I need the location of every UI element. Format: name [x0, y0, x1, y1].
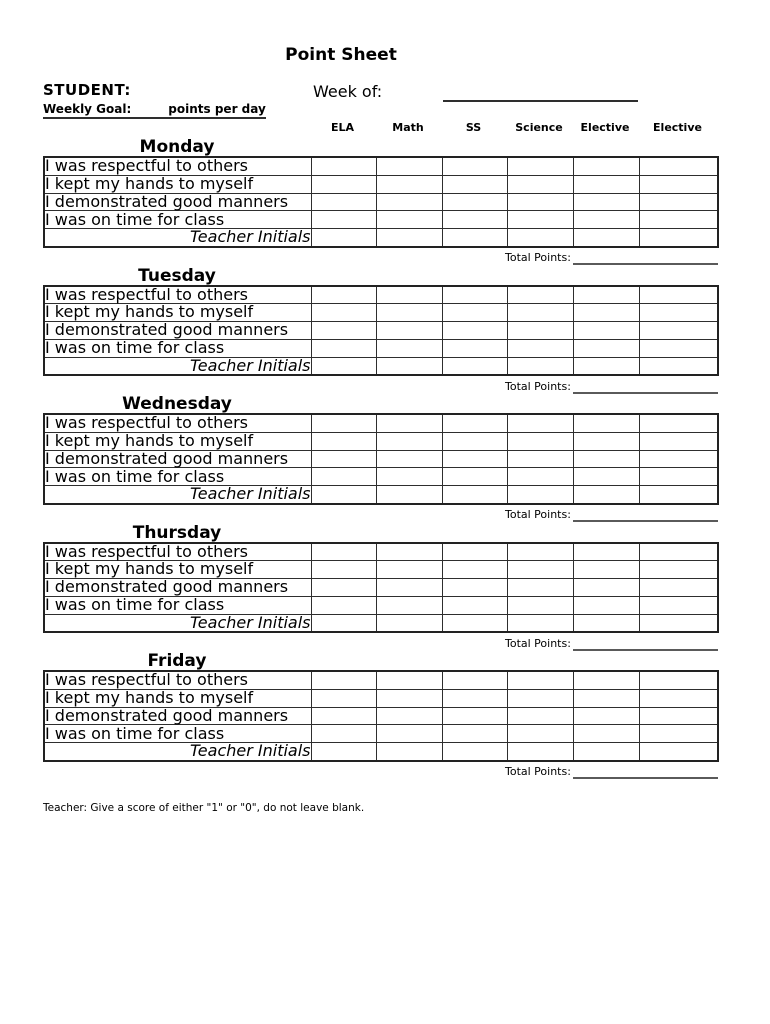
score-cell[interactable]: [573, 689, 639, 707]
score-cell[interactable]: [507, 432, 573, 450]
day-heading: Monday: [139, 137, 215, 157]
score-cell[interactable]: [639, 725, 718, 743]
score-cell[interactable]: [573, 468, 639, 486]
score-cell[interactable]: [376, 543, 442, 561]
score-cell[interactable]: [573, 286, 639, 304]
teacher-initials-cell[interactable]: [311, 357, 376, 375]
score-cell[interactable]: [376, 561, 442, 579]
score-cell[interactable]: [639, 561, 718, 579]
score-cell[interactable]: [507, 414, 573, 432]
table-row: [44, 357, 718, 375]
teacher-initials-cell[interactable]: [507, 486, 573, 504]
score-cell[interactable]: [311, 561, 376, 579]
score-cell[interactable]: [639, 414, 718, 432]
score-cell[interactable]: [507, 175, 573, 193]
score-cell[interactable]: [376, 725, 442, 743]
row-label-hands: I kept my hands to myself: [44, 175, 311, 193]
row-label-manners: I demonstrated good manners: [44, 450, 311, 468]
table-row: [44, 743, 718, 761]
score-cell[interactable]: [376, 339, 442, 357]
score-cell[interactable]: [311, 286, 376, 304]
weekly-goal-label: Weekly Goal:: [43, 102, 132, 116]
weekly-goal-blank-field[interactable]: [131, 112, 168, 113]
score-cell[interactable]: [311, 543, 376, 561]
score-cell[interactable]: [639, 689, 718, 707]
teacher-instruction-note: Teacher: Give a score of either "1" or "0", do not leave blank.: [43, 802, 365, 814]
score-cell[interactable]: [639, 211, 718, 229]
score-cell[interactable]: [507, 689, 573, 707]
score-cell[interactable]: [376, 175, 442, 193]
score-cell[interactable]: [639, 304, 718, 322]
table-row: [44, 432, 718, 450]
week-of-label: Week of:: [313, 82, 383, 101]
day-sections: [43, 139, 733, 782]
teacher-initials-cell[interactable]: [376, 743, 442, 761]
score-cell[interactable]: [311, 579, 376, 597]
teacher-initials-cell[interactable]: [376, 229, 442, 247]
score-cell[interactable]: [311, 725, 376, 743]
score-cell[interactable]: [507, 286, 573, 304]
score-cell[interactable]: [573, 707, 639, 725]
score-cell[interactable]: [639, 671, 718, 689]
column-header-ela: ELA: [330, 121, 355, 134]
row-label-respectful: I was respectful to others: [44, 414, 311, 432]
day-score-table: [43, 156, 719, 248]
teacher-initials-cell[interactable]: [573, 614, 639, 632]
total-points-label: Total Points:: [505, 379, 571, 393]
score-cell[interactable]: [442, 339, 507, 357]
total-points-label: Total Points:: [505, 251, 571, 264]
row-label-hands: I kept my hands to myself: [44, 561, 311, 579]
score-cell[interactable]: [639, 193, 718, 211]
score-cell[interactable]: [442, 468, 507, 486]
teacher-initials-cell[interactable]: [442, 614, 507, 632]
score-cell[interactable]: [573, 211, 639, 229]
teacher-initials-cell[interactable]: [376, 486, 442, 504]
score-cell[interactable]: [442, 157, 507, 175]
table-row: [44, 725, 718, 743]
score-cell[interactable]: [442, 304, 507, 322]
score-cell[interactable]: [442, 689, 507, 707]
score-cell[interactable]: [573, 193, 639, 211]
teacher-initials-cell[interactable]: [639, 357, 718, 375]
day-section: [43, 522, 733, 654]
score-cell[interactable]: [639, 175, 718, 193]
score-cell[interactable]: [442, 450, 507, 468]
score-cell[interactable]: [442, 432, 507, 450]
score-cell[interactable]: [573, 543, 639, 561]
score-cell[interactable]: [507, 322, 573, 340]
row-label-hands: I kept my hands to myself: [44, 689, 311, 707]
student-label: STUDENT:: [43, 81, 131, 99]
score-cell[interactable]: [573, 450, 639, 468]
score-cell[interactable]: [442, 211, 507, 229]
score-cell[interactable]: [442, 286, 507, 304]
table-row: [44, 614, 718, 632]
score-cell[interactable]: [507, 304, 573, 322]
column-header-science: Science: [515, 121, 563, 134]
score-cell[interactable]: [573, 596, 639, 614]
score-cell[interactable]: [442, 414, 507, 432]
teacher-initials-label: Teacher Initials: [44, 743, 311, 761]
score-cell[interactable]: [376, 157, 442, 175]
row-label-on-time: I was on time for class: [44, 725, 311, 743]
score-cell[interactable]: [507, 157, 573, 175]
table-row: [44, 486, 718, 504]
score-cell[interactable]: [639, 707, 718, 725]
row-label-respectful: I was respectful to others: [44, 157, 311, 175]
teacher-initials-label: Teacher Initials: [44, 486, 311, 504]
column-header-elective-2: Elective: [653, 121, 702, 134]
score-cell[interactable]: [573, 157, 639, 175]
score-cell[interactable]: [639, 286, 718, 304]
score-cell[interactable]: [442, 175, 507, 193]
table-row: [44, 286, 718, 304]
score-cell[interactable]: [311, 596, 376, 614]
score-cell[interactable]: [639, 322, 718, 340]
teacher-initials-cell[interactable]: [639, 743, 718, 761]
score-cell[interactable]: [442, 561, 507, 579]
teacher-initials-cell[interactable]: [507, 743, 573, 761]
score-cell[interactable]: [376, 450, 442, 468]
total-points-label: Total Points:: [505, 765, 571, 778]
score-cell[interactable]: [507, 707, 573, 725]
score-cell[interactable]: [311, 304, 376, 322]
row-label-respectful: I was respectful to others: [44, 543, 311, 561]
column-header-ss: SS: [465, 121, 482, 134]
score-cell[interactable]: [639, 543, 718, 561]
score-cell[interactable]: [507, 671, 573, 689]
score-cell[interactable]: [442, 543, 507, 561]
score-cell[interactable]: [376, 689, 442, 707]
teacher-initials-cell[interactable]: [311, 229, 376, 247]
score-cell[interactable]: [639, 579, 718, 597]
score-cell[interactable]: [376, 193, 442, 211]
total-points-label: Total Points:: [505, 636, 571, 650]
score-cell[interactable]: [376, 304, 442, 322]
score-cell[interactable]: [442, 322, 507, 340]
score-cell[interactable]: [311, 689, 376, 707]
row-label-on-time: I was on time for class: [44, 468, 311, 486]
teacher-initials-label: Teacher Initials: [44, 614, 311, 632]
score-cell[interactable]: [507, 450, 573, 468]
column-header-elective-1: Elective: [580, 121, 630, 134]
score-cell[interactable]: [442, 725, 507, 743]
score-cell[interactable]: [311, 671, 376, 689]
score-cell[interactable]: [311, 211, 376, 229]
row-label-on-time: I was on time for class: [44, 596, 311, 614]
score-cell[interactable]: [573, 725, 639, 743]
row-label-manners: I demonstrated good manners: [44, 322, 311, 340]
teacher-initials-cell[interactable]: [639, 229, 718, 247]
row-label-on-time: I was on time for class: [44, 211, 311, 229]
score-cell[interactable]: [376, 286, 442, 304]
score-cell[interactable]: [573, 175, 639, 193]
teacher-initials-cell[interactable]: [442, 357, 507, 375]
table-row: [44, 175, 718, 193]
total-points-blank-field[interactable]: [573, 263, 718, 265]
row-label-manners: I demonstrated good manners: [44, 707, 311, 725]
score-cell[interactable]: [376, 468, 442, 486]
score-cell[interactable]: [639, 450, 718, 468]
score-cell[interactable]: [311, 707, 376, 725]
score-cell[interactable]: [507, 596, 573, 614]
score-cell[interactable]: [376, 596, 442, 614]
teacher-initials-label: Teacher Initials: [44, 357, 311, 375]
table-row: [44, 414, 718, 432]
score-cell[interactable]: [507, 579, 573, 597]
score-cell[interactable]: [442, 671, 507, 689]
week-of-blank-field[interactable]: [443, 86, 638, 102]
day-section: [43, 139, 733, 268]
row-label-respectful: I was respectful to others: [44, 671, 311, 689]
teacher-initials-cell[interactable]: [311, 614, 376, 632]
day-heading: Wednesday: [122, 394, 232, 414]
page-title: Point Sheet: [285, 45, 397, 65]
day-score-table: [43, 413, 719, 505]
score-cell[interactable]: [573, 304, 639, 322]
score-cell[interactable]: [573, 579, 639, 597]
teacher-initials-cell[interactable]: [639, 614, 718, 632]
day-score-table: [43, 670, 719, 762]
score-cell[interactable]: [376, 671, 442, 689]
score-cell[interactable]: [507, 211, 573, 229]
row-label-on-time: I was on time for class: [44, 339, 311, 357]
score-cell[interactable]: [507, 339, 573, 357]
teacher-initials-cell[interactable]: [573, 357, 639, 375]
score-cell[interactable]: [311, 322, 376, 340]
teacher-initials-label: Teacher Initials: [44, 229, 311, 247]
score-cell[interactable]: [639, 432, 718, 450]
weekly-goal-suffix: points per day: [168, 102, 266, 116]
score-cell[interactable]: [376, 707, 442, 725]
table-row: [44, 689, 718, 707]
teacher-initials-cell[interactable]: [442, 486, 507, 504]
total-points-blank-field[interactable]: [573, 392, 718, 394]
row-label-hands: I kept my hands to myself: [44, 432, 311, 450]
weekly-goal-line: [43, 102, 266, 119]
day-heading: Friday: [147, 651, 207, 671]
teacher-initials-cell[interactable]: [573, 743, 639, 761]
row-label-manners: I demonstrated good manners: [44, 579, 311, 597]
score-cell[interactable]: [376, 432, 442, 450]
teacher-initials-cell[interactable]: [376, 614, 442, 632]
table-row: [44, 157, 718, 175]
table-row: [44, 596, 718, 614]
row-label-manners: I demonstrated good manners: [44, 193, 311, 211]
teacher-initials-cell[interactable]: [507, 357, 573, 375]
score-cell[interactable]: [376, 579, 442, 597]
teacher-initials-cell[interactable]: [573, 486, 639, 504]
teacher-initials-cell[interactable]: [311, 743, 376, 761]
score-cell[interactable]: [573, 432, 639, 450]
score-cell[interactable]: [376, 322, 442, 340]
teacher-initials-cell[interactable]: [639, 486, 718, 504]
score-cell[interactable]: [311, 432, 376, 450]
score-cell[interactable]: [573, 671, 639, 689]
table-row: [44, 707, 718, 725]
table-row: [44, 193, 718, 211]
score-cell[interactable]: [507, 561, 573, 579]
table-row: [44, 468, 718, 486]
score-cell[interactable]: [507, 725, 573, 743]
score-cell[interactable]: [311, 193, 376, 211]
teacher-initials-cell[interactable]: [507, 614, 573, 632]
score-cell[interactable]: [311, 339, 376, 357]
score-cell[interactable]: [507, 543, 573, 561]
score-cell[interactable]: [311, 468, 376, 486]
row-label-hands: I kept my hands to myself: [44, 304, 311, 322]
score-cell[interactable]: [311, 414, 376, 432]
table-row: [44, 229, 718, 247]
score-cell[interactable]: [507, 468, 573, 486]
score-cell[interactable]: [442, 596, 507, 614]
day-section: [43, 653, 733, 782]
day-section: [43, 396, 733, 525]
score-cell[interactable]: [442, 707, 507, 725]
table-row: [44, 211, 718, 229]
score-cell[interactable]: [573, 561, 639, 579]
score-cell[interactable]: [311, 157, 376, 175]
teacher-initials-cell[interactable]: [573, 229, 639, 247]
teacher-initials-cell[interactable]: [507, 229, 573, 247]
total-points-blank-field[interactable]: [573, 649, 718, 651]
table-row: [44, 671, 718, 689]
table-row: [44, 450, 718, 468]
row-label-respectful: I was respectful to others: [44, 286, 311, 304]
score-cell[interactable]: [442, 579, 507, 597]
score-cell[interactable]: [573, 322, 639, 340]
table-row: [44, 543, 718, 561]
total-points-label: Total Points:: [505, 508, 571, 521]
table-row: [44, 304, 718, 322]
day-score-table: [43, 285, 719, 377]
score-cell[interactable]: [507, 193, 573, 211]
teacher-initials-cell[interactable]: [442, 743, 507, 761]
teacher-initials-cell[interactable]: [442, 229, 507, 247]
table-row: [44, 579, 718, 597]
subject-column-headers: [310, 121, 717, 134]
score-cell[interactable]: [311, 175, 376, 193]
score-cell[interactable]: [639, 468, 718, 486]
teacher-initials-cell[interactable]: [311, 486, 376, 504]
score-cell[interactable]: [639, 596, 718, 614]
table-row: [44, 322, 718, 340]
table-row: [44, 561, 718, 579]
teacher-initials-cell[interactable]: [376, 357, 442, 375]
score-cell[interactable]: [573, 339, 639, 357]
score-cell[interactable]: [376, 414, 442, 432]
column-header-math: Math: [392, 121, 424, 134]
score-cell[interactable]: [376, 211, 442, 229]
total-points-blank-field[interactable]: [573, 777, 718, 779]
score-cell[interactable]: [639, 157, 718, 175]
total-points-blank-field[interactable]: [573, 520, 718, 522]
day-heading: Tuesday: [138, 265, 216, 286]
day-score-table: [43, 542, 719, 634]
day-section: [43, 265, 733, 397]
score-cell[interactable]: [639, 339, 718, 357]
table-row: [44, 339, 718, 357]
score-cell[interactable]: [442, 193, 507, 211]
day-heading: Thursday: [132, 522, 222, 543]
score-cell[interactable]: [573, 414, 639, 432]
score-cell[interactable]: [311, 450, 376, 468]
